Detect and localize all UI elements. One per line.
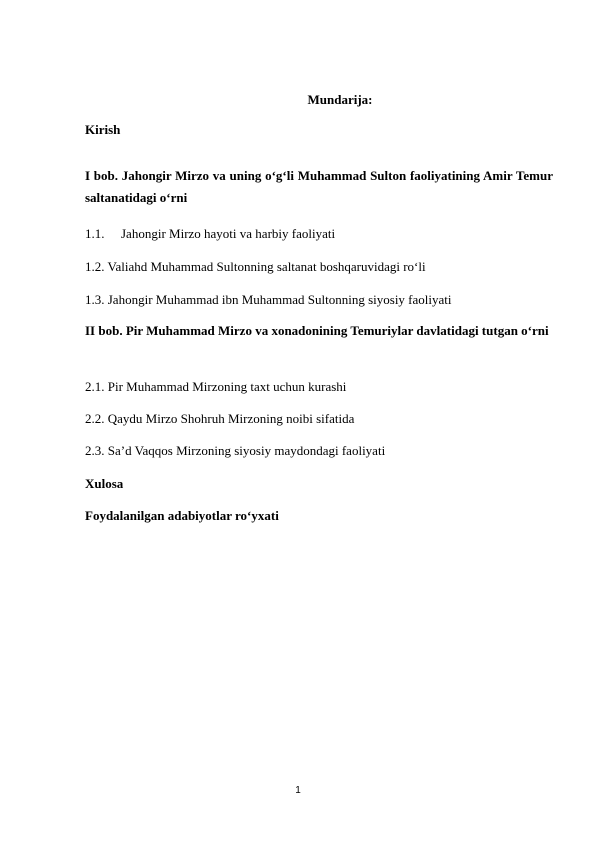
toc-item-2-2: 2.2. Qaydu Mirzo Shohruh Mirzoning noibi sifatida bbox=[85, 411, 355, 426]
toc-intro: Kirish bbox=[85, 122, 121, 137]
toc-item-2-3: 2.3. Sa’d Vaqqos Mirzoning siyosiy maydondagi faoliyati bbox=[85, 443, 386, 458]
toc-item-2-1: 2.1. Pir Muhammad Mirzoning taxt uchun kurashi bbox=[85, 379, 347, 394]
toc-conclusion: Xulosa bbox=[85, 476, 124, 491]
page-number: 1 bbox=[295, 785, 301, 796]
toc-item-text: Jahongir Mirzo hayoti va harbiy faoliyati bbox=[121, 226, 336, 241]
toc-item-number: 1.1. bbox=[85, 226, 105, 241]
page-title: Mundarija: bbox=[307, 92, 373, 107]
toc-chapter-2-title: II bob. Pir Muhammad Mirzo va xonadonining Temuriylar davlatidagi tutgan o‘rni bbox=[85, 323, 549, 338]
toc-chapter-1-title: I bob. Jahongir Mirzo va uning o‘g‘li Muhammad Sulton faoliyatining Amir Temur saltanatidagi o‘rni bbox=[85, 168, 553, 205]
toc-item-1-1 bbox=[85, 226, 335, 242]
toc-references: Foydalanilgan adabiyotlar ro‘yxati bbox=[85, 508, 279, 523]
toc-item-1-3: 1.3. Jahongir Muhammad ibn Muhammad Sultonning siyosiy faoliyati bbox=[85, 292, 452, 307]
toc-item-1-2: 1.2. Valiahd Muhammad Sultonning saltanat boshqaruvidagi ro‘li bbox=[85, 259, 426, 274]
